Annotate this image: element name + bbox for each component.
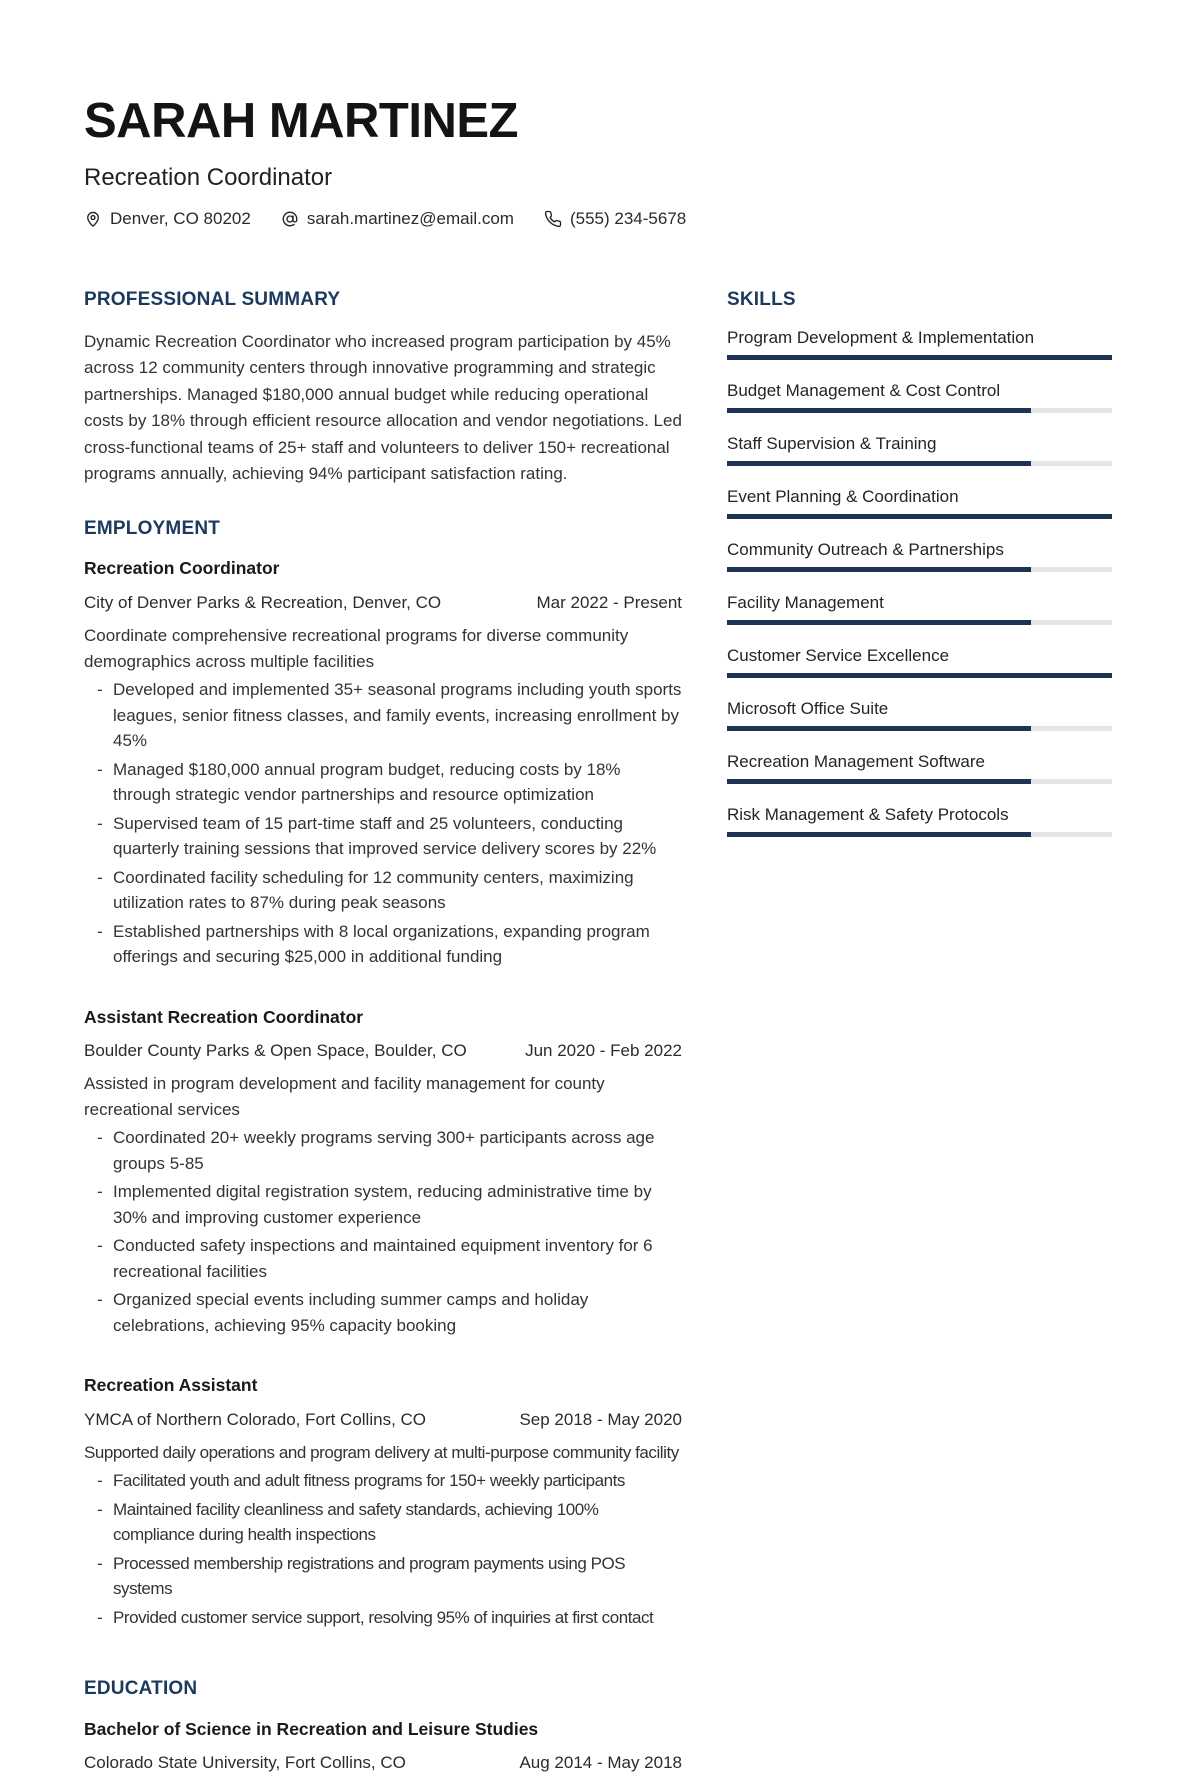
skills-heading: SKILLS: [727, 288, 796, 310]
person-name: SARAH MARTINEZ: [84, 94, 518, 148]
bullet-dash: -: [97, 1553, 103, 1573]
bullet-text: Coordinated 20+ weekly programs serving 300+ participants across age groups 5-85: [113, 1128, 655, 1173]
bullet-text: Established partnerships with 8 local organizations, expanding program offerings and securing $25,000 in additional funding: [113, 921, 650, 967]
skill-item: [727, 698, 1112, 731]
skill-bar-track: [727, 567, 1112, 572]
bullet-dash: -: [97, 921, 103, 941]
skill-item: [727, 539, 1112, 572]
skill-bar-track: [727, 620, 1112, 625]
bullet-dash: -: [97, 1182, 103, 1202]
bullet-item: [97, 1125, 682, 1176]
skill-label: Risk Management & Safety Protocols: [727, 804, 1009, 824]
main-column: [84, 289, 682, 1775]
skill-item: [727, 592, 1112, 625]
employment-heading: EMPLOYMENT: [84, 517, 221, 539]
job-title: Recreation Assistant: [84, 1375, 258, 1396]
bullet-item: [97, 1468, 682, 1494]
skill-label: Customer Service Excellence: [727, 645, 950, 665]
bullet-text: Provided customer service support, resolving 95% of inquiries at first contact: [113, 1607, 654, 1627]
skill-label: Budget Management & Cost Control: [727, 380, 1001, 400]
skill-bar-fill: [727, 408, 1031, 413]
contact-text: (555) 234-5678: [569, 208, 687, 228]
skill-bar-track: [727, 514, 1112, 519]
skill-label: Program Development & Implementation: [727, 327, 1035, 347]
job-title: Assistant Recreation Coordinator: [84, 1006, 364, 1027]
bullet-text: Organized special events including summer camps and holiday celebrations, achieving 95% capacity booking: [113, 1290, 589, 1335]
bullet-text: Maintained facility cleanliness and safety standards, achieving 100% compliance during health inspections: [113, 1499, 599, 1545]
phone-icon: [544, 210, 562, 228]
bullet-item: [97, 811, 682, 862]
bullet-dash: -: [97, 680, 103, 700]
skill-label: Facility Management: [727, 592, 884, 612]
contact-text: sarah.martinez@email.com: [306, 208, 514, 228]
bullet-item: [97, 1233, 682, 1284]
skill-label: Recreation Management Software: [727, 751, 985, 771]
bullet-dash: -: [97, 813, 103, 833]
bullet-dash: -: [97, 759, 103, 779]
bullet-text: Facilitated youth and adult fitness programs for 150+ weekly participants: [113, 1471, 625, 1491]
bullet-list: [84, 1468, 682, 1630]
skill-item: [727, 433, 1112, 466]
professional-summary-section: [84, 289, 682, 488]
bullet-dash: -: [97, 1499, 103, 1519]
bullet-dash: -: [97, 1290, 103, 1310]
bullet-item: [97, 1605, 682, 1631]
skill-label: Community Outreach & Partnerships: [727, 539, 1004, 559]
bullet-text: Processed membership registrations and program payments using POS systems: [113, 1553, 626, 1599]
skill-item: [727, 327, 1112, 360]
skill-bar-track: [727, 355, 1112, 360]
bullet-item: [97, 677, 682, 754]
skill-list: [727, 327, 1112, 837]
bullet-text: Supervised team of 15 part-time staff and 25 volunteers, conducting quarterly training sessions that improved service delivery scores by 22%: [113, 813, 657, 859]
skill-item: [727, 751, 1112, 784]
content-columns: [84, 289, 1112, 1775]
job-entry: [84, 557, 682, 969]
contact-text: Denver, CO 80202: [110, 208, 251, 228]
skills-sidebar: [727, 289, 1112, 857]
bullet-text: Conducted safety inspections and maintained equipment inventory for 6 recreational facilities: [113, 1236, 653, 1281]
skill-bar-fill: [727, 726, 1031, 731]
skill-item: [727, 486, 1112, 519]
skill-bar-track: [727, 408, 1112, 413]
bullet-item: [97, 1179, 682, 1230]
bullet-dash: -: [97, 1607, 103, 1627]
company-name: City of Denver Parks & Recreation, Denver, CO: [84, 593, 442, 613]
job-entry: [84, 1374, 682, 1630]
contact-item: [84, 209, 251, 229]
skill-bar-track: [727, 461, 1112, 466]
employment-section: [84, 518, 682, 1631]
job-description: Supported daily operations and program delivery at multi-purpose community facility: [84, 1442, 679, 1462]
skill-bar-fill: [727, 514, 1112, 519]
summary-heading: PROFESSIONAL SUMMARY: [84, 288, 341, 310]
person-job-title: Recreation Coordinator: [84, 164, 333, 192]
job-description: Coordinate comprehensive recreational programs for diverse community demographics across multiple facilities: [84, 626, 629, 671]
at-sign-icon: [281, 210, 299, 228]
skill-bar-track: [727, 726, 1112, 731]
skill-bar-fill: [727, 461, 1031, 466]
contact-item: [281, 209, 514, 229]
job-dates: Jun 2020 - Feb 2022: [525, 1041, 682, 1061]
company-name: Boulder County Parks & Open Space, Boulder, CO: [84, 1041, 467, 1061]
company-row: [84, 590, 682, 615]
company-row: [84, 1407, 682, 1432]
bullet-text: Coordinated facility scheduling for 12 community centers, maximizing utilization rates to 87% during peak seasons: [113, 867, 634, 913]
summary-text: Dynamic Recreation Coordinator who increased program participation by 45% across 12 community centers through innovative programming and strategic partnerships. Managed $180,000 annual budget while reducing operational costs by 18% through efficient resource allocation and vendor negotiations. Led cross-functional teams of 25+ staff and volunteers to deliver 150+ recreational programs annually, achieving 94% participant satisfaction rating.: [84, 331, 682, 484]
location-icon: [84, 210, 102, 228]
skill-label: Event Planning & Coordination: [727, 486, 959, 506]
bullet-list: [84, 677, 682, 970]
skill-bar-fill: [727, 355, 1112, 360]
bullet-text: Developed and implemented 35+ seasonal programs including youth sports leagues, senior fitness classes, and family events, increasing enrollment by 45%: [113, 680, 682, 751]
job-description: Assisted in program development and facility management for county recreational services: [84, 1074, 605, 1119]
bullet-item: [97, 757, 682, 808]
bullet-item: [97, 1497, 682, 1548]
skill-bar-track: [727, 673, 1112, 678]
resume-header: [84, 96, 1112, 229]
skill-bar-fill: [727, 832, 1031, 837]
company-row: [84, 1038, 682, 1063]
school-name: Colorado State University, Fort Collins, CO: [84, 1752, 406, 1772]
skill-bar-fill: [727, 620, 1031, 625]
job-list: [84, 557, 682, 1630]
company-name: YMCA of Northern Colorado, Fort Collins, CO: [84, 1409, 427, 1429]
job-dates: Mar 2022 - Present: [536, 593, 682, 613]
job-entry: [84, 1006, 682, 1339]
contact-item: [544, 209, 686, 229]
bullet-dash: -: [97, 1236, 103, 1256]
education-heading: EDUCATION: [84, 1678, 198, 1700]
job-dates: Sep 2018 - May 2020: [519, 1409, 682, 1429]
skill-bar-track: [727, 779, 1112, 784]
education-dates: Aug 2014 - May 2018: [519, 1752, 682, 1772]
skill-item: [727, 380, 1112, 413]
skill-label: Microsoft Office Suite: [727, 698, 889, 718]
bullet-dash: -: [97, 867, 103, 887]
bullet-item: [97, 1287, 682, 1338]
bullet-dash: -: [97, 1128, 103, 1148]
bullet-dash: -: [97, 1471, 103, 1491]
education-section: [84, 1678, 682, 1774]
bullet-item: [97, 1551, 682, 1602]
skill-bar-track: [727, 832, 1112, 837]
skill-label: Staff Supervision & Training: [727, 433, 937, 453]
skill-bar-fill: [727, 567, 1031, 572]
bullet-list: [84, 1125, 682, 1338]
bullet-item: [97, 865, 682, 916]
bullet-text: Implemented digital registration system, reducing administrative time by 30% and improving customer experience: [113, 1182, 652, 1227]
skill-item: [727, 804, 1112, 837]
bullet-text: Managed $180,000 annual program budget, reducing costs by 18% through strategic vendor partnerships and resource optimization: [113, 759, 621, 805]
contact-row: [84, 209, 1112, 229]
skill-bar-fill: [727, 779, 1031, 784]
job-title: Recreation Coordinator: [84, 558, 280, 579]
degree-title: Bachelor of Science in Recreation and Leisure Studies: [84, 1719, 539, 1740]
skill-item: [727, 645, 1112, 678]
skill-bar-fill: [727, 673, 1112, 678]
bullet-item: [97, 919, 682, 970]
school-row: [84, 1750, 682, 1775]
